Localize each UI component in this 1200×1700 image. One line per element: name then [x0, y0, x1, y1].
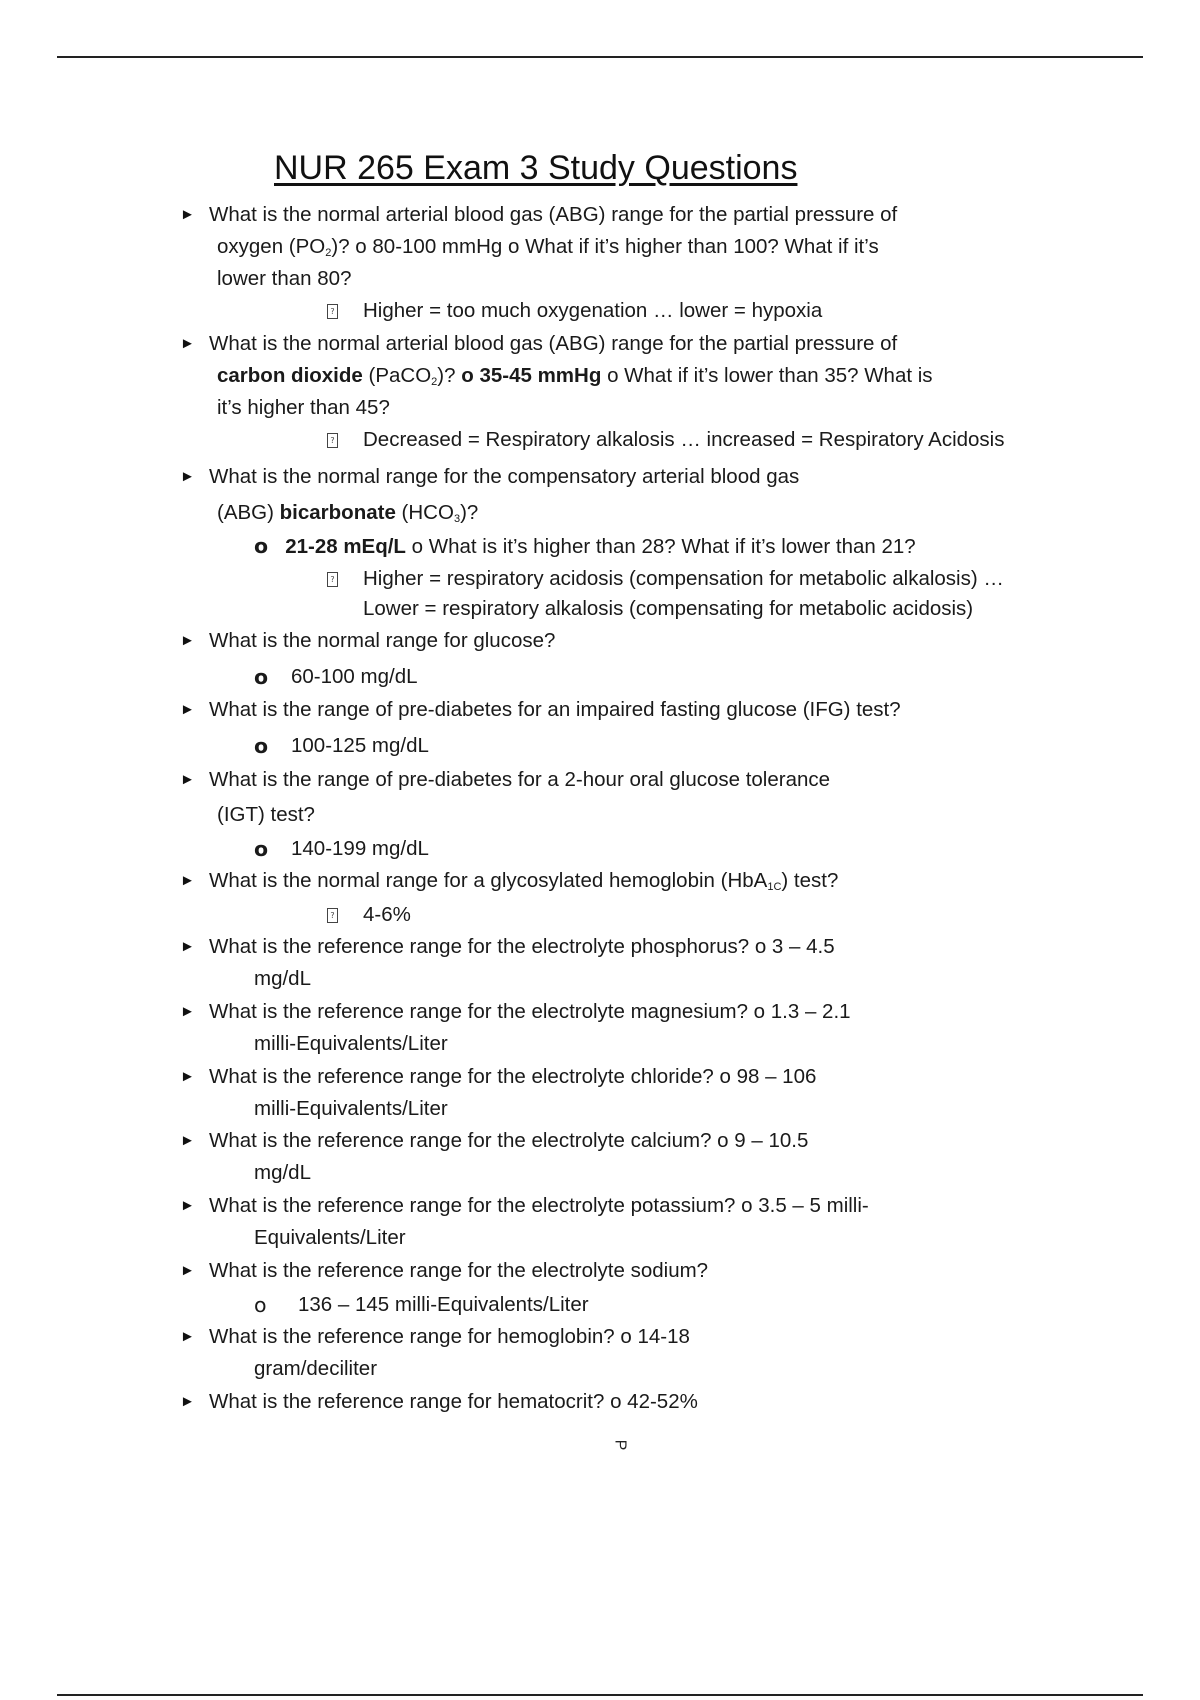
- bullet-arrow-icon: ►: [180, 1132, 195, 1149]
- sub-bullet-marker: o: [254, 837, 269, 861]
- bullet-arrow-icon: ►: [180, 938, 195, 955]
- q3-answer-line2: Lower = respiratory alkalosis (compensating for metabolic acidosis): [363, 597, 974, 620]
- bullet-arrow-icon: ►: [180, 872, 195, 889]
- missing-glyph-box-icon: ?: [327, 572, 338, 587]
- q14-line2: gram/deciliter: [254, 1357, 378, 1380]
- q2-answer: Decreased = Respiratory alkalosis … increased = Respiratory Acidosis: [363, 428, 1005, 451]
- q15-line1: What is the reference range for hematocrit? o 42-52%: [209, 1390, 698, 1413]
- missing-glyph-box-icon: ?: [327, 433, 338, 448]
- q10-line2: milli-Equivalents/Liter: [254, 1097, 448, 1120]
- q11-line2: mg/dL: [254, 1161, 311, 1184]
- q6-answer: 140-199 mg/dL: [291, 837, 429, 860]
- q8-line2: mg/dL: [254, 967, 311, 990]
- q1-line1: What is the normal arterial blood gas (ABG) range for the partial pressure of: [209, 203, 898, 226]
- bullet-arrow-icon: ►: [180, 1262, 195, 1279]
- q3-sub-answer: o 21-28 mEq/L o What is it’s higher than 28? What if it’s lower than 21?: [254, 534, 916, 558]
- bullet-arrow-icon: ►: [180, 1197, 195, 1214]
- q3-line1: What is the normal range for the compensatory arterial blood gas: [209, 465, 800, 488]
- q2-line2: carbon dioxide (PaCO$_2$)? o 35-45 mmHg o What if it’s lower than 35? What is: [217, 364, 933, 388]
- q5-answer: 100-125 mg/dL: [291, 734, 429, 757]
- top-rule: [57, 56, 1143, 58]
- q10-line1: What is the reference range for the electrolyte chloride? o 98 – 106: [209, 1065, 817, 1088]
- bullet-arrow-icon: ►: [180, 206, 195, 223]
- q13-text: What is the reference range for the electrolyte sodium?: [209, 1259, 709, 1282]
- q2-line3: it’s higher than 45?: [217, 396, 390, 419]
- sub-bullet-marker: o: [254, 1293, 267, 1317]
- q1-line3: lower than 80?: [217, 267, 352, 290]
- q4-answer: 60-100 mg/dL: [291, 665, 418, 688]
- q12-line1: What is the reference range for the electrolyte potassium? o 3.5 – 5 milli-: [209, 1194, 869, 1217]
- bullet-arrow-icon: ►: [180, 335, 195, 352]
- bullet-arrow-icon: ►: [180, 1068, 195, 1085]
- sub-bullet-marker: o: [254, 665, 269, 689]
- bullet-arrow-icon: ►: [180, 1328, 195, 1345]
- q1-line2: oxygen $(PO_2)$? o 80-100 mmHg o What if it’s higher than 100? What if it’s: [217, 235, 879, 259]
- missing-glyph-box-icon: ?: [327, 304, 338, 319]
- bullet-arrow-icon: ►: [180, 771, 195, 788]
- document-title: NUR 265 Exam 3 Study Questions: [274, 149, 798, 187]
- bottom-rule: [57, 1694, 1143, 1696]
- q5-text: What is the range of pre-diabetes for an impaired fasting glucose (IFG) test?: [209, 698, 901, 721]
- q14-line1: What is the reference range for hemoglobin? o 14-18: [209, 1325, 690, 1348]
- missing-glyph-box-icon: ?: [327, 908, 338, 923]
- bullet-arrow-icon: ►: [180, 701, 195, 718]
- q13-answer: 136 – 145 milli-Equivalents/Liter: [298, 1293, 589, 1316]
- sub-bullet-marker: o: [254, 734, 269, 758]
- q3-answer-line1: Higher = respiratory acidosis (compensation for metabolic alkalosis) …: [363, 567, 1004, 590]
- q3-line2: (ABG) bicarbonate $(HCO_3)$?: [217, 501, 479, 525]
- q12-line2: Equivalents/Liter: [254, 1226, 406, 1249]
- q6-line1: What is the range of pre-diabetes for a 2-hour oral glucose tolerance: [209, 768, 831, 791]
- q4-text: What is the normal range for glucose?: [209, 629, 556, 652]
- q8-line1: What is the reference range for the electrolyte phosphorus? o 3 – 4.5: [209, 935, 835, 958]
- bullet-arrow-icon: ►: [180, 468, 195, 485]
- page-mark: P: [611, 1439, 629, 1451]
- q7-answer: 4-6%: [363, 903, 411, 926]
- q1-answer: Higher = too much oxygenation … lower = hypoxia: [363, 299, 823, 322]
- bullet-arrow-icon: ►: [180, 1393, 195, 1410]
- bullet-arrow-icon: ►: [180, 632, 195, 649]
- bullet-arrow-icon: ►: [180, 1003, 195, 1020]
- q7-line1: What is the normal range for a glycosylated hemoglobin (HbA$_{1C}$) test?: [209, 869, 839, 893]
- q11-line1: What is the reference range for the electrolyte calcium? o 9 – 10.5: [209, 1129, 809, 1152]
- q2-line1: What is the normal arterial blood gas (ABG) range for the partial pressure of: [209, 332, 898, 355]
- q6-line2: (IGT) test?: [217, 803, 315, 826]
- q9-line1: What is the reference range for the electrolyte magnesium? o 1.3 – 2.1: [209, 1000, 851, 1023]
- q9-line2: milli-Equivalents/Liter: [254, 1032, 448, 1055]
